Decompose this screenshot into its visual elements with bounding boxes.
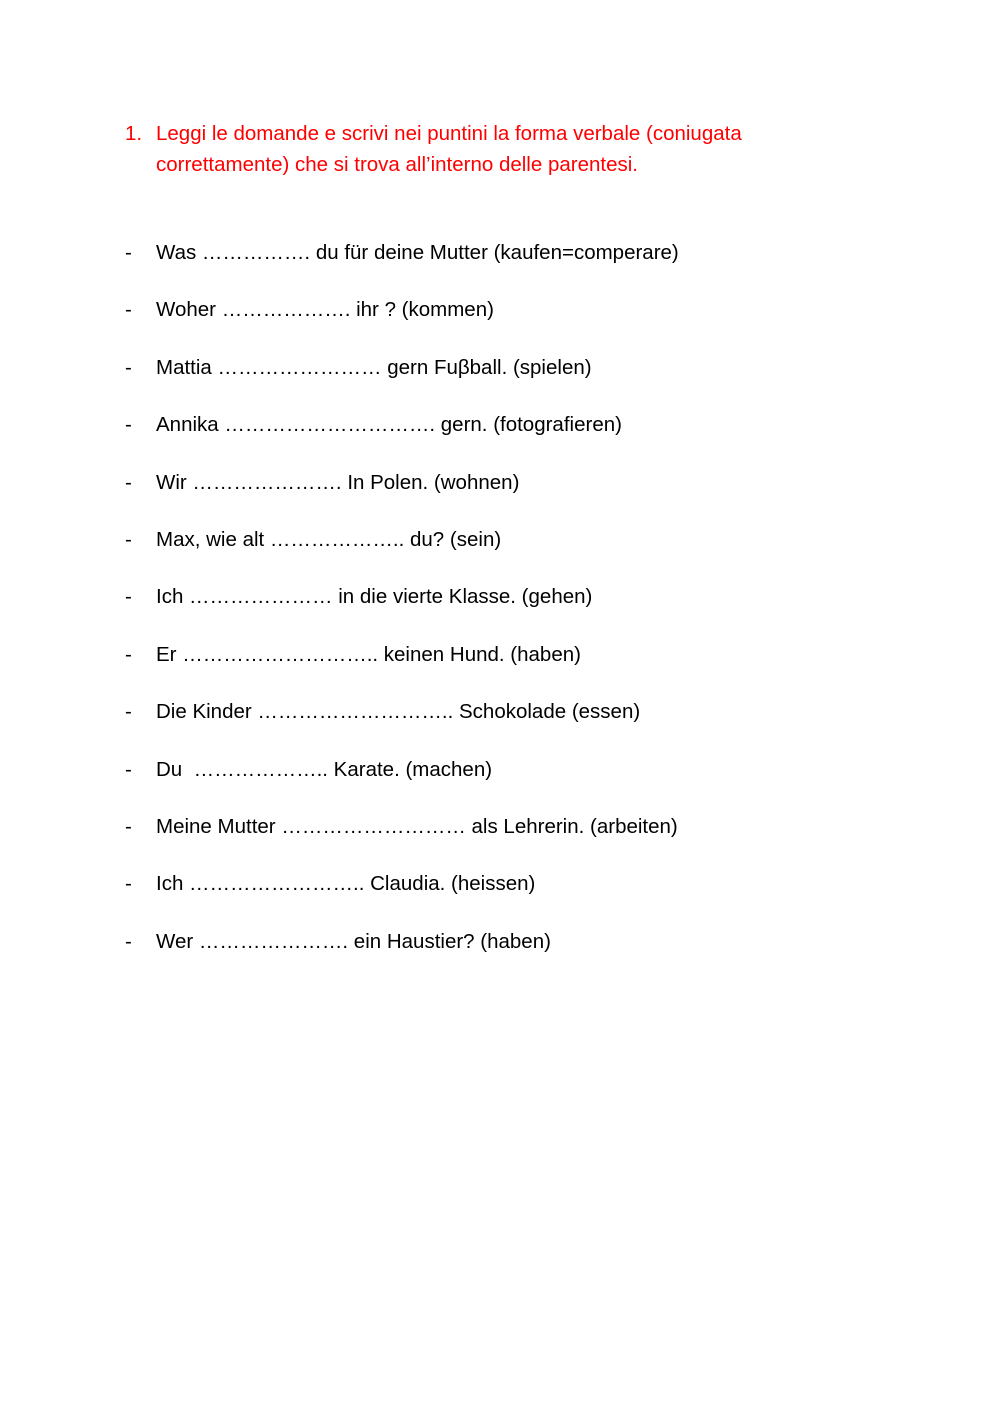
exercise-sentence: Du ……………….. Karate. (machen) [156,757,493,781]
list-bullet: - [125,585,132,609]
exercise-sentence: Woher ………………. ihr ? (kommen) [156,298,494,322]
exercise-item [125,582,885,639]
exercise-sentence: Wir …………………. In Polen. (wohnen) [156,470,520,494]
list-bullet: - [125,757,132,781]
exercise-item [125,755,885,812]
exercise-sentence: Meine Mutter ……………………… als Lehrerin. (arbeiten) [156,814,678,838]
exercise-item [125,697,885,754]
list-bullet: - [125,470,132,494]
exercise-item [125,410,885,467]
exercise-sentence: Annika …………………………. gern. (fotografieren) [156,413,622,437]
exercise-sentence: Max, wie alt ……………….. du? (sein) [156,527,502,551]
list-bullet: - [125,298,132,322]
list-bullet: - [125,700,132,724]
list-bullet: - [125,929,132,953]
exercise-sentence: Ich …………………….. Claudia. (heissen) [156,872,536,896]
exercise-item [125,869,885,926]
exercise-sentence: Er ……………………….. keinen Hund. (haben) [156,642,581,666]
list-bullet: - [125,355,132,379]
exercise-item [125,238,885,295]
instruction-number: 1. [125,122,143,145]
exercise-item [125,927,885,984]
exercise-item [125,295,885,352]
exercise-sentence: Was ……………. du für deine Mutter (kaufen=comperare) [156,241,679,264]
list-bullet: - [125,413,132,437]
exercise-sentence: Mattia …………………… gern Fuβball. (spielen) [156,355,592,379]
exercise-sentence: Die Kinder ……………………….. Schokolade (essen) [156,700,641,724]
list-bullet: - [125,814,132,838]
instruction-text: Leggi le domande e scrivi nei puntini la forma verbale (coniugata correttamente) che si trova all’interno delle parentesi. [156,122,742,176]
exercise-item [125,525,885,582]
exercise-item [125,640,885,697]
exercise-item [125,812,885,869]
exercise-sentence: Ich ………………… in die vierte Klasse. (gehen) [156,585,593,609]
exercise-list [125,238,885,984]
list-bullet: - [125,241,132,264]
exercise-sentence: Wer …………………. ein Haustier? (haben) [156,929,551,953]
list-bullet: - [125,527,132,551]
instruction [125,118,825,180]
list-bullet: - [125,872,132,896]
list-bullet: - [125,642,132,666]
exercise-item [125,353,885,410]
exercise-item [125,468,885,525]
